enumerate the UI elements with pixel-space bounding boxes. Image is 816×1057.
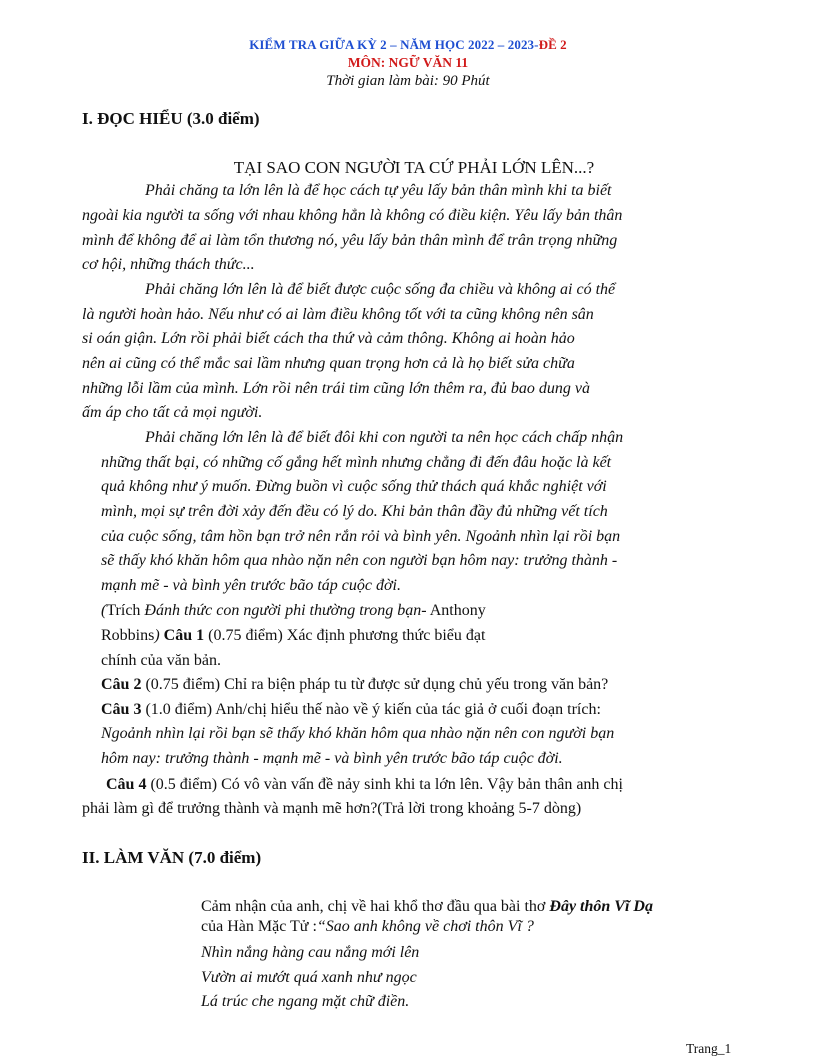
source-citation: (Trích Đánh thức con người phi thường trong bạn- Anthony — [101, 602, 486, 619]
passage-line: là người hoàn hảo. Nếu như có ai làm điều không tốt với ta cũng không nên sân — [82, 306, 594, 323]
poem-title: Đây thôn Vĩ Dạ — [549, 898, 653, 915]
passage-line: sẽ thấy khó khăn hôm qua nhào nặn nên con người bạn hôm nay: trưởng thành - — [101, 552, 618, 569]
duration-line: Thời gian làm bài: 90 Phút — [326, 73, 490, 89]
section-reading-heading: I. ĐỌC HIỂU (3.0 điểm) — [82, 109, 260, 128]
question-1-label: Câu 1 — [163, 627, 205, 644]
question-3-quote: Ngoảnh nhìn lại rồi bạn sẽ thấy khó khăn hôm qua nhào nặn nên con người bạn — [101, 725, 615, 742]
exam-title-main: KIỂM TRA GIỮA KỲ 2 – NĂM HỌC 2022 – 2023- — [249, 37, 539, 52]
passage-line: mình, mọi sự trên đời xảy đến đều có lý do. Khi bản thân đầy đủ những vết tích — [101, 503, 608, 520]
poem-verse: Lá trúc che ngang mặt chữ điền. — [201, 993, 410, 1010]
question-4-label: Câu 4 — [106, 776, 147, 793]
poem-verse: Nhìn nắng hàng cau nắng mới lên — [201, 944, 420, 961]
writing-prompt-cont: của Hàn Mặc Tử :“Sao anh không về chơi thôn Vĩ ? — [201, 918, 534, 935]
question-3: Câu 3 (1.0 điểm) Anh/chị hiểu thế nào về ý kiến của tác giả ở cuối đoạn trích: — [101, 701, 601, 718]
passage-line: quả không như ý muốn. Đừng buồn vì cuộc sống thử thách quá khắc nghiệt với — [101, 478, 607, 495]
passage-line: cơ hội, những thách thức... — [82, 256, 255, 273]
question-2-label: Câu 2 — [101, 676, 142, 693]
writing-prompt: Cảm nhận của anh, chị về hai khổ thơ đầu qua bài thơ Đây thôn Vĩ Dạ — [201, 898, 653, 915]
passage-title: TẠI SAO CON NGƯỜI TA CỨ PHẢI LỚN LÊN...? — [233, 158, 595, 177]
passage-line: ấm áp cho tất cả mọi người. — [82, 404, 263, 421]
question-2: Câu 2 (0.75 điểm) Chỉ ra biện pháp tu từ được sử dụng chủ yếu trong văn bản? — [101, 676, 609, 693]
question-1: Robbins) Câu 1 (0.75 điểm) Xác định phương thức biểu đạt — [101, 627, 486, 644]
passage-line: Phải chăng ta lớn lên là để học cách tự yêu lấy bản thân mình khi ta biết — [145, 182, 612, 199]
passage-line: mình để không để ai làm tổn thương nó, yêu lấy bản thân mình để trân trọng những — [82, 232, 618, 249]
question-3-quote: hôm nay: trưởng thành - mạnh mẽ - và bình yên trước bão táp cuộc đời. — [101, 750, 563, 767]
poem-verse: “Sao anh không về chơi thôn Vĩ ? — [316, 918, 534, 935]
poem-verse: Vườn ai mướt quá xanh như ngọc — [201, 969, 417, 986]
passage-line: Phải chăng lớn lên là để biết đôi khi con người ta nên học cách chấp nhận — [145, 429, 624, 446]
passage-line: ngoài kia người ta sống với nhau không hẳn là không có điều kiện. Yêu lấy bản thân — [82, 207, 623, 224]
passage-line: mạnh mẽ - và bình yên trước bão táp cuộc đời. — [101, 577, 401, 594]
question-4-cont: phải làm gì để trưởng thành và mạnh mẽ hơn?(Trả lời trong khoảng 5-7 dòng) — [82, 800, 582, 817]
question-1-cont: chính của văn bản. — [101, 652, 221, 669]
section-writing-heading: II. LÀM VĂN (7.0 điểm) — [82, 848, 262, 867]
passage-line: những lỗi lầm của mình. Lớn rồi nên trái tim cũng lớn thêm ra, đủ bao dung và — [82, 380, 591, 397]
question-3-label: Câu 3 — [101, 701, 142, 718]
exam-number: ĐỀ 2 — [538, 37, 567, 52]
exam-title — [0, 37, 816, 53]
passage-line: nên ai cũng có thể mắc sai lầm nhưng quan trọng hơn cả là họ biết sửa chữa — [82, 355, 575, 372]
subject-line: MÔN: NGỮ VĂN 11 — [347, 55, 469, 70]
passage-line: si oán giận. Lớn rồi phải biết cách tha thứ và cảm thông. Không ai hoàn hảo — [82, 330, 575, 347]
passage-line: những thất bại, có những cố gắng hết mình nhưng chẳng đi đến đâu hoặc là kết — [101, 454, 612, 471]
page-number: Trang_1 — [686, 1041, 732, 1056]
question-4: Câu 4 (0.5 điểm) Có vô vàn vấn đề nảy sinh khi ta lớn lên. Vậy bản thân anh chị — [106, 776, 623, 793]
passage-line: Phải chăng lớn lên là để biết được cuộc sống đa chiều và không ai có thể — [145, 281, 616, 298]
passage-line: của cuộc sống, tâm hồn bạn trở nên rắn rỏi và bình yên. Ngoảnh nhìn lại rồi bạn — [101, 528, 621, 545]
source-book-title: Đánh thức con người phi thường trong bạn- — [144, 602, 427, 619]
